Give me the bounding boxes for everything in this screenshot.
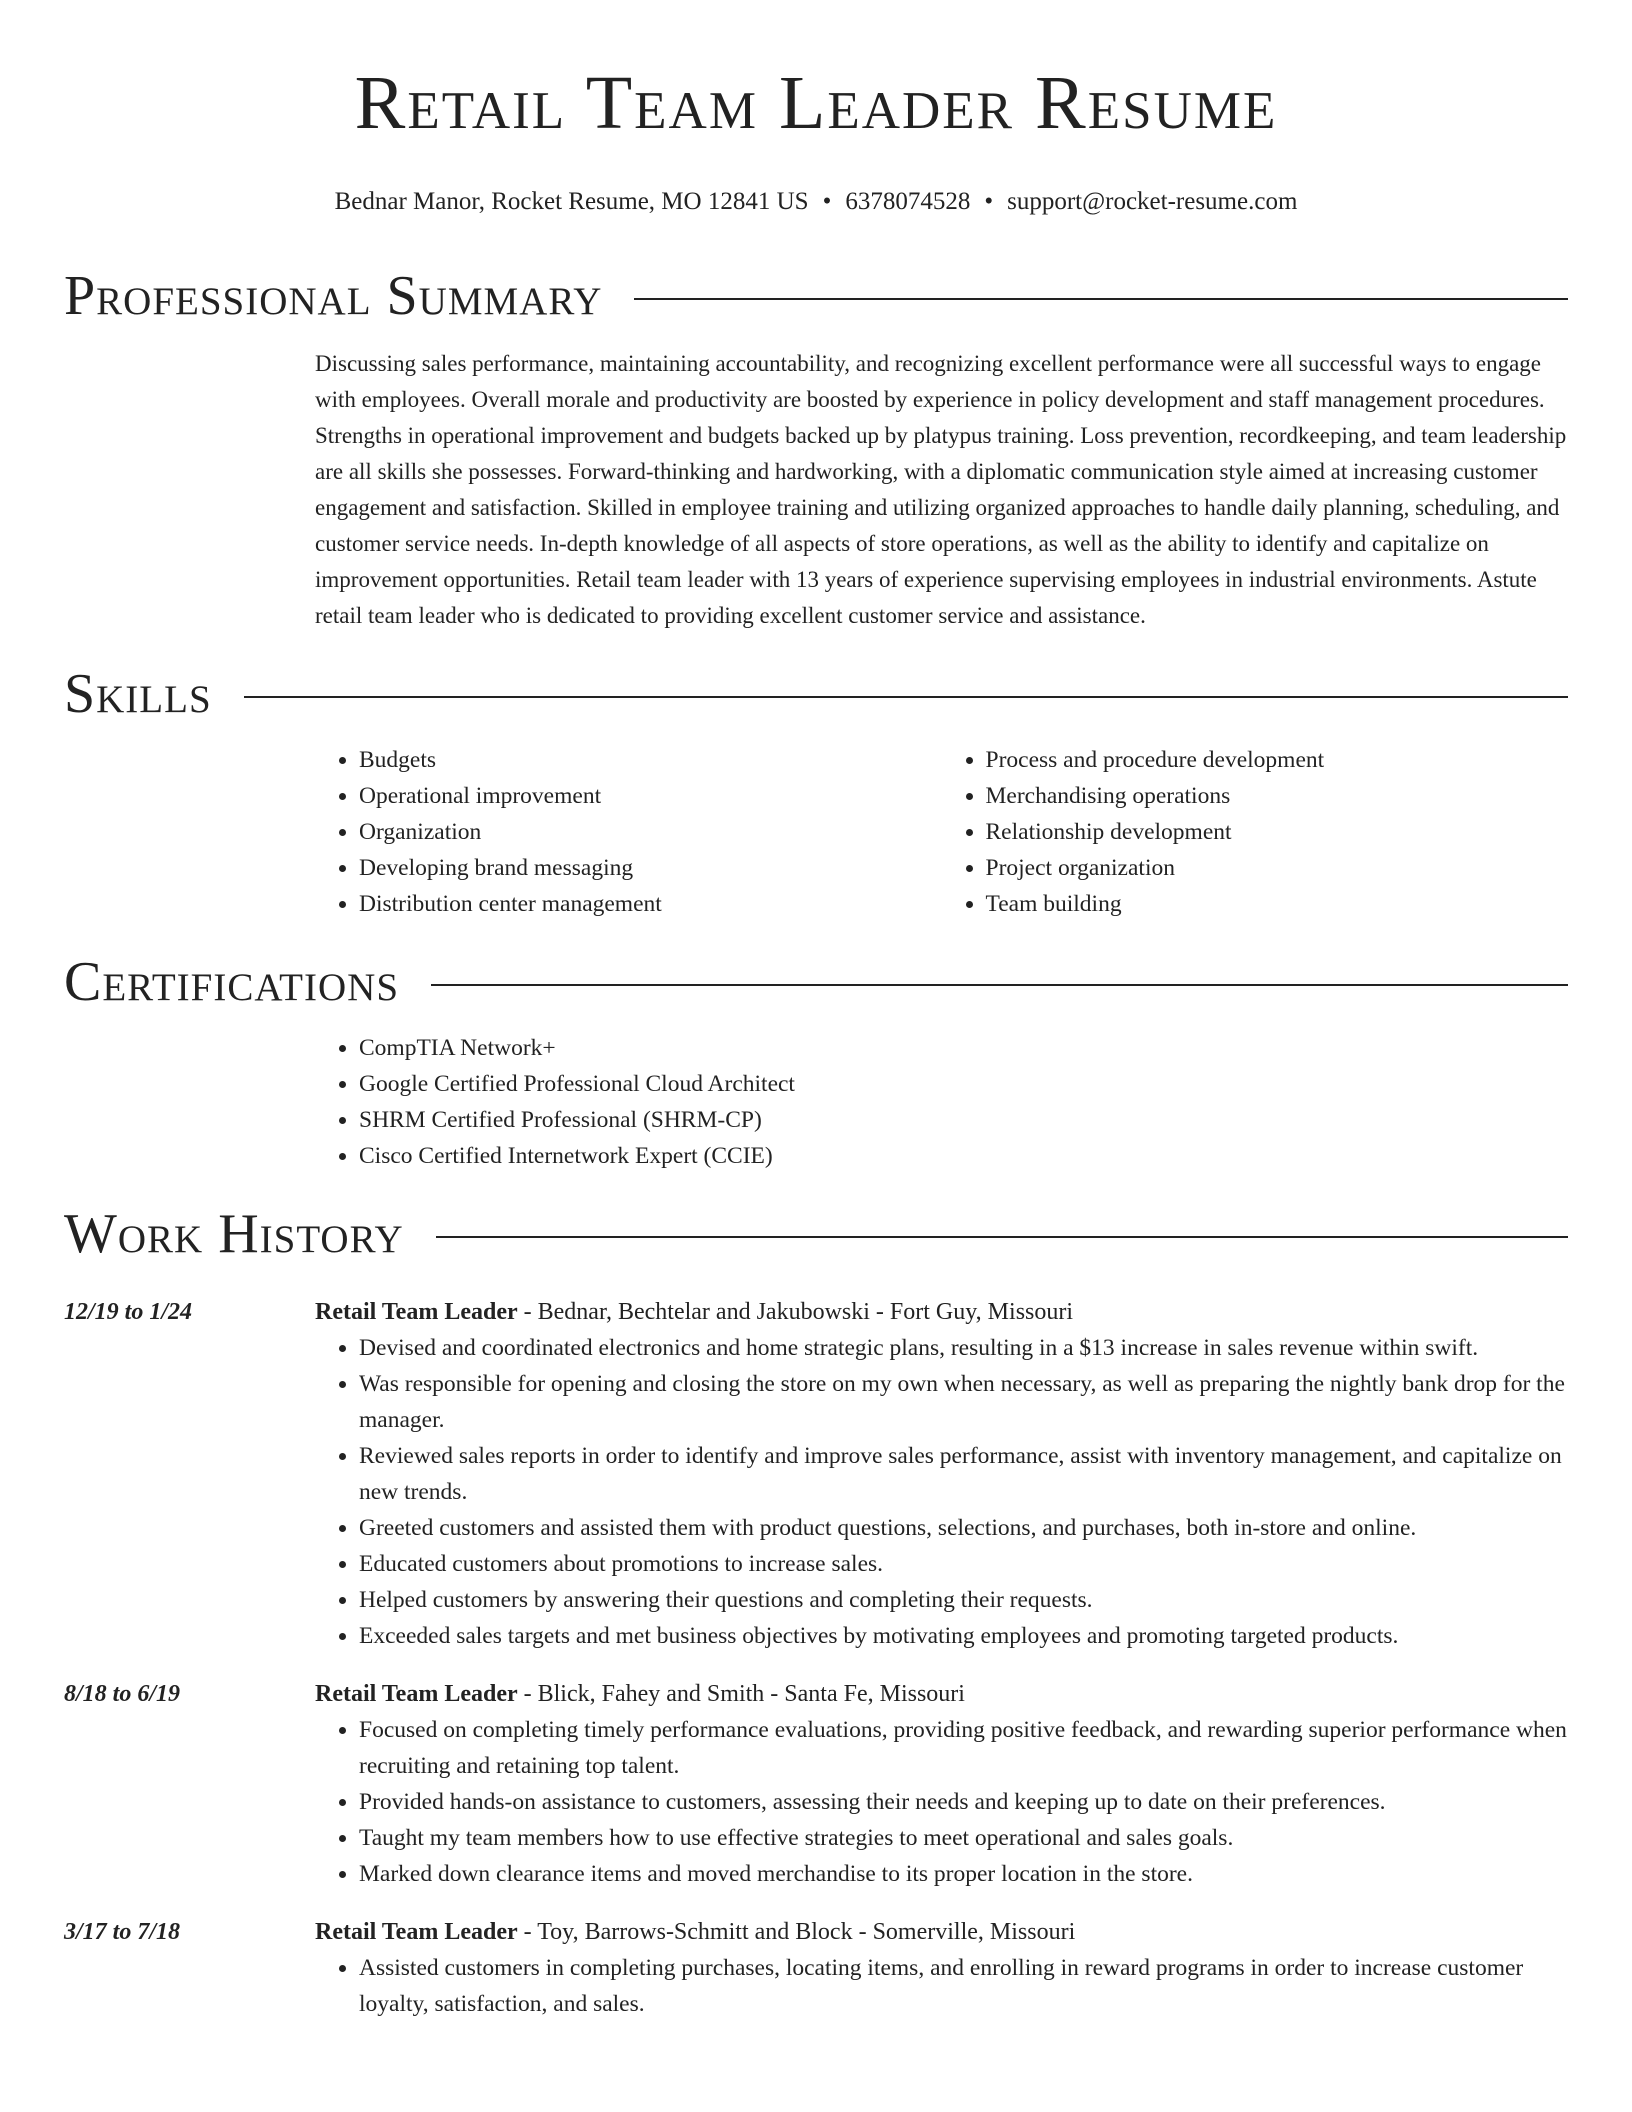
skill-item: • Organization [359, 814, 942, 850]
job-bullet: • Taught my team members how to use effective strategies to meet operational and sales goals. [359, 1820, 1568, 1856]
job-bullet: • Assisted customers in completing purchases, locating items, and enrolling in reward programs in order to increase customer loyalty, satisfaction, and sales. [359, 1950, 1568, 2022]
job-body [315, 1294, 1568, 1654]
job-bullet: • Helped customers by answering their questions and completing their requests. [359, 1582, 1568, 1618]
job-bullets [315, 1712, 1568, 1892]
summary-text: Discussing sales performance, maintaining accountability, and recognizing excellent performance were all successful ways to engage with employees. Overall morale and productivity are boosted by experience in policy development and staff management procedures. Strengths in operational improvement and budgets backed up by platypus training. Loss prevention, recordkeeping, and team leadership are all skills she possesses. Forward-thinking and hardworking, with a diplomatic communication style aimed at increasing customer engagement and satisfaction. Skilled in employee training and utilizing organized approaches to handle daily planning, scheduling, and customer service needs. In-depth knowledge of all aspects of store operations, as well as the ability to identify and capitalize on improvement opportunities. Retail team leader with 13 years of experience supervising employees in industrial environments. Astute retail team leader who is dedicated to providing excellent customer service and assistance. [315, 351, 1567, 628]
section-divider [244, 696, 1568, 698]
work-history-section [64, 1204, 1568, 2022]
skill-item: • Distribution center management [359, 886, 942, 922]
job-bullet: • Devised and coordinated electronics and home strategic plans, resulting in a $13 increase in sales revenue within swift. [359, 1330, 1568, 1366]
job-bullet: • Focused on completing timely performance evaluations, providing positive feedback, and rewarding superior performance when recruiting and retaining top talent. [359, 1712, 1568, 1784]
work-history-header [64, 1204, 1568, 1264]
job-role: Retail Team Leader [315, 1681, 518, 1707]
job-bullets [315, 1950, 1568, 2022]
skill-item: • Team building [986, 886, 1569, 922]
skill-item: • Relationship development [986, 814, 1569, 850]
certification-item: • CompTIA Network+ [359, 1030, 1568, 1066]
contact-line [0, 188, 1632, 216]
certification-item: • Google Certified Professional Cloud Architect [359, 1066, 1568, 1102]
summary-header [64, 266, 1568, 326]
job-bullet: • Greeted customers and assisted them with product questions, selections, and purchases, both in-store and online. [359, 1510, 1568, 1546]
skill-item: • Developing brand messaging [359, 850, 942, 886]
section-divider [634, 298, 1568, 300]
skills-grid [315, 742, 1568, 922]
skills-header [64, 664, 1568, 724]
skill-item: • Process and procedure development [986, 742, 1569, 778]
job-heading [315, 1676, 1568, 1712]
certifications-heading: Certifications [64, 951, 400, 1013]
contact-separator: • [984, 188, 994, 215]
skill-item: • Project organization [986, 850, 1569, 886]
job-bullet: • Educated customers about promotions to increase sales. [359, 1546, 1568, 1582]
job-role: Retail Team Leader [315, 1299, 518, 1325]
job-bullet: • Was responsible for opening and closing the store on my own when necessary, as well as preparing the nightly bank drop for the manager. [359, 1366, 1568, 1438]
job-employer-location: - Toy, Barrows-Schmitt and Block - Somerville, Missouri [517, 1919, 1076, 1945]
job-body [315, 1914, 1568, 2022]
section-divider [436, 1236, 1568, 1238]
job-role: Retail Team Leader [315, 1919, 518, 1945]
summary-heading: Professional Summary [64, 265, 603, 327]
job-employer-location: - Bednar, Bechtelar and Jakubowski - Fort Guy, Missouri [517, 1299, 1074, 1325]
certifications-section [64, 952, 1568, 1174]
skill-item: • Merchandising operations [986, 778, 1569, 814]
job-heading [315, 1914, 1568, 1950]
summary-section [64, 266, 1568, 634]
skills-right-list [942, 742, 1569, 922]
job-bullet: • Exceeded sales targets and met business objectives by motivating employees and promoting targeted products. [359, 1618, 1568, 1654]
skill-item: • Budgets [359, 742, 942, 778]
resume-title: Retail Team Leader Resume [354, 61, 1278, 145]
jobs-list [64, 1294, 1568, 2022]
section-divider [431, 984, 1568, 986]
job-body [315, 1676, 1568, 1892]
skill-item: • Operational improvement [359, 778, 942, 814]
certification-item: • SHRM Certified Professional (SHRM-CP) [359, 1102, 1568, 1138]
job-employer-location: - Blick, Fahey and Smith - Santa Fe, Missouri [517, 1681, 965, 1707]
contact-separator: • [822, 188, 832, 215]
job-bullet: • Provided hands-on assistance to customers, assessing their needs and keeping up to date on their preferences. [359, 1784, 1568, 1820]
job-entry [64, 1914, 1568, 2022]
job-dates: 3/17 to 7/18 [64, 1919, 181, 1945]
job-bullets [315, 1330, 1568, 1654]
certifications-list [315, 1030, 1568, 1174]
skills-left-list [315, 742, 942, 922]
certifications-list-wrap [315, 1030, 1568, 1174]
skills-section [64, 664, 1568, 922]
certification-item: • Cisco Certified Internetwork Expert (CCIE) [359, 1138, 1568, 1174]
job-dates: 12/19 to 1/24 [64, 1299, 193, 1325]
job-bullet: • Marked down clearance items and moved merchandise to its proper location in the store. [359, 1856, 1568, 1892]
work-history-heading: Work History [64, 1203, 404, 1265]
contact-address: Bednar Manor, Rocket Resume, MO 12841 US [334, 188, 809, 215]
job-entry [64, 1676, 1568, 1892]
job-heading [315, 1294, 1568, 1330]
skills-heading: Skills [64, 663, 212, 725]
job-entry [64, 1294, 1568, 1654]
job-dates: 8/18 to 6/19 [64, 1681, 181, 1707]
job-bullet: • Reviewed sales reports in order to identify and improve sales performance, assist with inventory management, and capitalize on new trends. [359, 1438, 1568, 1510]
certifications-header [64, 952, 1568, 1012]
contact-email: support@rocket-resume.com [1007, 188, 1298, 215]
contact-phone: 6378074528 [845, 188, 971, 215]
